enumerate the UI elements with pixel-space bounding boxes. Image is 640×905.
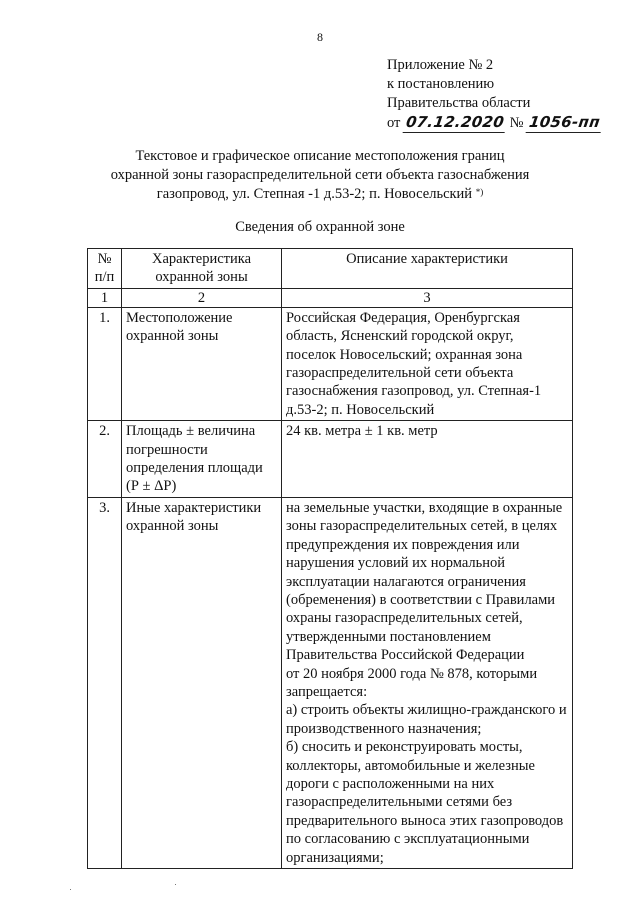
header-line: № xyxy=(97,251,112,267)
cell-line: погрешности xyxy=(126,441,208,458)
cell-line: эксплуатации налагаются ограничения xyxy=(286,573,526,590)
row-characteristic xyxy=(122,497,282,868)
header-line: Описание характеристики xyxy=(346,251,508,267)
row-number: 1. xyxy=(88,307,122,420)
table-row xyxy=(88,497,573,868)
cell-line: на земельные участки, входящие в охранные xyxy=(286,499,563,516)
cell-line: по согласованию с эксплуатационными xyxy=(286,831,530,848)
page-number: 8 xyxy=(317,30,323,44)
cell-line: охраны газораспределительных сетей, xyxy=(286,610,523,627)
cell-line: газораспределительной сети объекта xyxy=(286,365,514,382)
cell-line: д.53-2; п. Новосельский xyxy=(286,401,435,418)
cell-line: Российская Федерация, Оренбургская xyxy=(286,309,520,326)
appendix-line-3: Правительства области xyxy=(387,95,531,111)
cell-line: производственного назначения; xyxy=(286,720,482,737)
cell-line: Иные характеристики xyxy=(126,499,262,516)
header-cell-description xyxy=(282,249,573,289)
header-line: охранной зоны xyxy=(155,269,248,286)
cell-line: 24 кв. метра ± 1 кв. метр xyxy=(286,423,438,440)
title-line-3-text: газопровод, ул. Степная -1 д.53-2; п. Новосельский xyxy=(156,186,473,202)
header-line: п/п xyxy=(94,269,115,286)
cell-line: нарушения условий их нормальной xyxy=(286,555,506,572)
row-description xyxy=(282,497,573,868)
table-header-row xyxy=(88,249,573,289)
cell-line: утвержденными постановлением xyxy=(286,628,491,645)
cell-line: Местоположение xyxy=(126,309,233,326)
cell-line: (Р ± ΔР) xyxy=(126,478,177,495)
scan-speck xyxy=(175,884,176,885)
cell-line: коллекторы, автомобильные и железные xyxy=(286,757,535,774)
cell-line: а) строить объекты жилищно-гражданского и xyxy=(286,702,567,719)
title-line-1: Текстовое и графическое описание местоположения границ xyxy=(135,148,505,164)
section-subtitle: Сведения об охранной зоне xyxy=(235,219,405,235)
cell-line: от 20 ноября 2000 года № 878, которыми xyxy=(286,665,538,682)
column-number: 3 xyxy=(282,288,573,307)
table-row xyxy=(88,307,573,420)
appendix-block xyxy=(387,56,602,133)
cell-line: охранной зоны xyxy=(126,518,219,535)
row-number: 3. xyxy=(88,497,122,868)
cell-line: поселок Новосельский; охранная зона xyxy=(286,346,523,363)
cell-line: запрещается: xyxy=(286,683,368,700)
number-sign: № xyxy=(509,115,524,131)
row-characteristic xyxy=(122,421,282,498)
header-cell-characteristic xyxy=(122,249,282,289)
row-description xyxy=(282,307,573,420)
cell-line: (обременения) в соответствии с Правилами xyxy=(286,591,556,608)
cell-line: Правительства Российской Федерации xyxy=(286,647,525,664)
handwritten-date: 07.12.2020 xyxy=(403,113,508,133)
cell-line: дороги с расположенными на них xyxy=(286,775,495,792)
header-line: Характеристика xyxy=(151,251,252,267)
date-prefix: от xyxy=(387,115,401,131)
zone-info-table xyxy=(87,248,573,869)
column-number: 1 xyxy=(88,288,122,307)
cell-line: предварительного выноса этих газопроводов xyxy=(286,812,564,829)
table-row xyxy=(88,421,573,498)
row-description xyxy=(282,421,573,498)
handwritten-number: 1056-пп xyxy=(526,113,604,133)
cell-line: б) сносить и реконструировать мосты, xyxy=(286,739,523,756)
cell-line: газоснабжения газопровод, ул. Степная-1 xyxy=(286,383,542,400)
row-characteristic xyxy=(122,307,282,420)
cell-line: определения площади xyxy=(126,460,263,477)
appendix-line-1: Приложение № 2 xyxy=(387,57,494,73)
cell-line: зоны газораспределительных сетей, в целях xyxy=(286,518,558,535)
appendix-line-2: к постановлению xyxy=(387,76,495,92)
title-line-2: охранной зоны газораспределительной сети объекта газоснабжения xyxy=(110,167,530,183)
column-number-row xyxy=(88,288,573,307)
footnote-mark: *) xyxy=(475,187,484,197)
title-line-3 xyxy=(90,185,550,204)
cell-line: охранной зоны xyxy=(126,328,219,345)
cell-line: Площадь ± величина xyxy=(126,423,256,440)
cell-line: газораспределительными сетями без xyxy=(286,794,513,811)
cell-line: предупреждения их повреждения или xyxy=(286,536,520,553)
appendix-date-line xyxy=(387,113,602,133)
row-number: 2. xyxy=(88,421,122,498)
scan-speck xyxy=(70,889,71,890)
cell-line: организациями; xyxy=(286,849,384,866)
document-title xyxy=(90,147,550,204)
column-number: 2 xyxy=(122,288,282,307)
cell-line: область, Ясненский городской округ, xyxy=(286,328,514,345)
header-cell-number xyxy=(88,249,122,289)
